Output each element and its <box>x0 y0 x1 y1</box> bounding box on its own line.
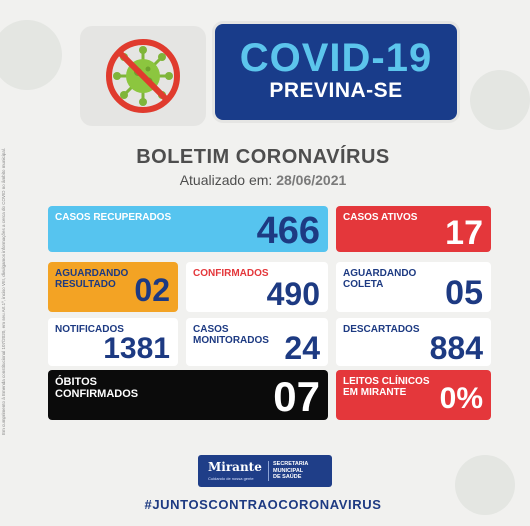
no-virus-card <box>80 26 206 126</box>
awaiting-collection-box <box>336 262 491 312</box>
secretaria-line3: DE SAÚDE <box>273 474 302 480</box>
discarded-label: DESCARTADOS <box>343 324 420 335</box>
discarded-box <box>336 318 491 366</box>
awaiting-result-label-line1: AGUARDANDO <box>55 268 129 279</box>
deaths-label-line1: ÓBITOS <box>55 376 97 388</box>
active-label: CASOS ATIVOS <box>343 212 418 223</box>
city-name: Mirante <box>208 460 262 474</box>
monitored-label-line1: CASOS <box>193 324 229 335</box>
active-value: 17 <box>445 214 483 252</box>
awaiting-result-box <box>48 262 178 312</box>
awaiting-collection-label <box>343 268 416 290</box>
secretaria-logo <box>198 455 332 487</box>
monitored-value: 24 <box>284 330 320 366</box>
covid-header-card <box>215 24 457 120</box>
secretaria-line2: MUNICIPAL <box>273 467 304 474</box>
updated-line <box>0 172 526 188</box>
beds-value: 0% <box>439 382 483 415</box>
legal-side-note: Em cumprimento à Emenda constitucional 107/2020, em seu Art.1º, inciso VIII, divulgamos informações a cerca do COVID no âmbito municipal. <box>1 147 6 435</box>
secretaria-line1: SECRETARIA <box>273 461 309 467</box>
monitored-box <box>186 318 328 366</box>
monitored-label <box>193 324 269 346</box>
notified-value: 1381 <box>103 332 170 365</box>
beds-label <box>343 376 430 398</box>
monitored-label-line2: MONITORADOS <box>193 335 269 346</box>
notified-box <box>48 318 178 366</box>
beds-box <box>336 370 491 420</box>
awaiting-result-value: 02 <box>134 272 170 308</box>
deaths-label-line2: CONFIRMADOS <box>55 388 139 400</box>
awaiting-collection-label-line1: AGUARDANDO <box>343 268 417 279</box>
confirmed-label: CONFIRMADOS <box>193 268 269 279</box>
background-virus-right <box>470 70 530 130</box>
awaiting-result-label <box>55 268 128 290</box>
awaiting-result-label-line2: RESULTADO <box>55 279 116 290</box>
recovered-box <box>48 206 328 252</box>
deaths-box <box>48 370 328 420</box>
awaiting-collection-value: 05 <box>445 274 483 312</box>
beds-label-line2: EM MIRANTE <box>343 387 407 398</box>
notified-label: NOTIFICADOS <box>55 324 124 335</box>
logo-divider <box>268 461 269 481</box>
recovered-label: CASOS RECUPERADOS <box>55 212 172 223</box>
secretaria-text <box>273 461 308 481</box>
deaths-label <box>55 376 138 400</box>
confirmed-box <box>186 262 328 312</box>
deaths-value: 07 <box>273 373 320 420</box>
no-virus-icon <box>80 26 206 126</box>
updated-date: 28/06/2021 <box>276 172 347 188</box>
covid-subtitle: PREVINA-SE <box>269 79 403 102</box>
bulletin-title: BOLETIM CORONAVÍRUS <box>136 146 390 168</box>
discarded-value: 884 <box>429 330 483 366</box>
confirmed-value: 490 <box>266 276 320 312</box>
background-virus-left <box>0 20 62 90</box>
hashtag: #JUNTOSCONTRAOCORONAVIRUS <box>144 497 382 512</box>
active-box <box>336 206 491 252</box>
covid-title: COVID-19 <box>239 36 433 80</box>
beds-label-line1: LEITOS CLÍNICOS <box>343 376 430 387</box>
awaiting-collection-label-line2: COLETA <box>343 279 384 290</box>
recovered-value: 466 <box>256 210 320 252</box>
updated-label: Atualizado em: <box>179 172 273 188</box>
city-slogan: Cuidando de nossa gente <box>208 476 254 481</box>
